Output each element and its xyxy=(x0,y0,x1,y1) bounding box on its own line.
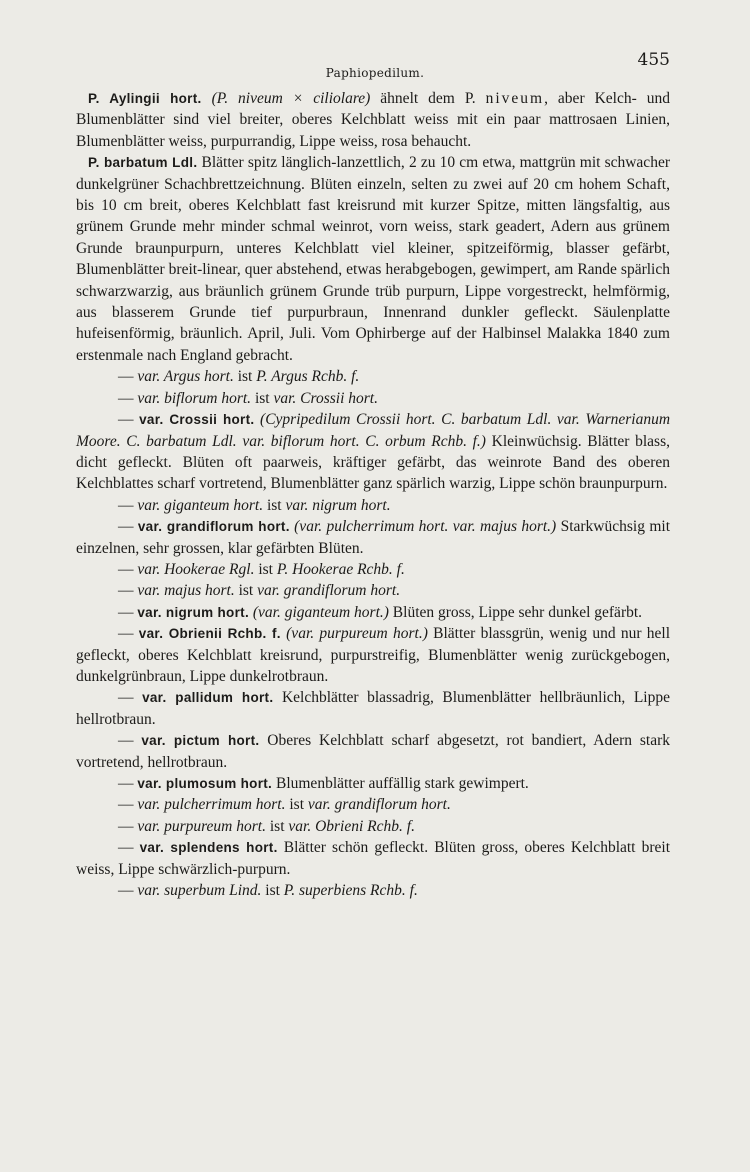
parenthetical: (var. pulcherrimum hort. var. majus hort.) xyxy=(289,518,557,536)
synonym: var. Crossii hort. xyxy=(273,389,378,407)
variety-name: var. pulcherrimum hort. xyxy=(137,796,286,814)
entry-var-pictum xyxy=(76,730,670,773)
entry-var-pallidum xyxy=(76,687,670,730)
synonym: var. grandiflorum hort. xyxy=(257,582,401,600)
dash: — xyxy=(118,839,140,857)
variety-name: var. Crossii hort. xyxy=(139,412,255,428)
entry-var-plumosum xyxy=(76,773,670,794)
entry-var-superbum xyxy=(76,880,670,901)
variety-name: var. Argus hort. xyxy=(137,368,234,386)
dash: — xyxy=(118,582,138,600)
entry-text: Kleinwüchsig. Blätter blass, dicht gefleckt. Blüten oft paarweis, kräftiger gefärbt, das weinrote Band des oberen Kelchblattes scharf vortretend, Blumenblätter ganz spärlich warzig, Lippe schön braunpurpurn. xyxy=(76,432,670,493)
spaced-word: niveum xyxy=(485,90,545,107)
entry-text: Starkwüchsig mit einzelnen, sehr grossen, klar gefärbten Blüten. xyxy=(76,518,670,557)
variety-name: var. majus hort. xyxy=(137,582,235,600)
entry-var-obrienii xyxy=(76,623,670,687)
parenthetical: (Cypripedilum Crossii hort. C. barbatum Ldl. var. Warnerianum Moore. C. barbatum Ldl. var. biflorum hort. C. orbum Rchb. f.) xyxy=(76,411,671,450)
connector: ist xyxy=(233,368,257,386)
variety-name: var. giganteum hort. xyxy=(137,496,264,514)
connector: ist xyxy=(265,817,289,835)
dash: — xyxy=(118,496,138,514)
dash: — xyxy=(118,817,138,835)
dash: — xyxy=(118,518,138,536)
entry-var-nigrum xyxy=(76,602,670,623)
entry-text: Blätter blassgrün, wenig und nur hell gefleckt, oberes Kelchblatt kreisrund, purpurstreifig, Blumenblätter wenig zurückgebogen, dunkelgrünbraun, Lippe dunkelrotbraun. xyxy=(76,625,671,685)
entry-var-biflorum xyxy=(76,388,670,409)
connector: ist xyxy=(251,389,274,407)
synonym: var. grandiflorum hort. xyxy=(307,796,451,814)
entry-var-hookerae xyxy=(76,559,670,580)
dash: — xyxy=(118,775,138,792)
species-name: P. barbatum Ldl. xyxy=(88,155,198,171)
variety-name: var. purpureum hort. xyxy=(137,817,266,835)
parenthetical: (var. giganteum hort.) xyxy=(249,603,389,621)
entry-var-pulcherrimum xyxy=(76,794,670,815)
entry-var-majus xyxy=(76,580,670,601)
variety-name: var. pictum hort. xyxy=(141,733,260,749)
connector: ist xyxy=(234,582,258,600)
dash: — xyxy=(118,389,138,407)
variety-name: var. Obrienii Rchb. f. xyxy=(138,626,281,642)
body-text xyxy=(76,88,670,901)
entry-text: Blumenblätter auffällig stark gewimpert. xyxy=(272,775,529,792)
variety-name: var. plumosum hort. xyxy=(137,776,273,791)
entry-aylingii xyxy=(76,88,670,152)
entry-barbatum xyxy=(76,152,670,366)
dash: — xyxy=(118,603,138,621)
dash: — xyxy=(118,732,142,750)
variety-name: var. biflorum hort. xyxy=(137,389,252,407)
dash: — xyxy=(118,882,138,900)
entry-text: Blätter spitz länglich-lanzettlich, 2 zu 10 cm etwa, mattgrün mit schwacher dunkelgrüner Schachbrettzeichnung. Blüten einzeln, selten zu zwei auf 20 cm hohem Schaft, bis 10 cm breit, oberes Kelchblatt fast kreisrund mit kurzer Spitze, mitten längsfaltig, aus grünem Grunde mehr minder schmal weinrot, vorn weiss, stark geadert, Adern aus grünem Grunde braunpurpurn, unteres Kelchblatt viel kleiner, spitzeiförmig, blasser gefärbt, Blumenblätter breit-linear, quer abstehend, etwas herabgebogen, gewimpert, am Rande spärlich schwarzwarzig, aus bräunlich grünem Grunde trüb purpurn, Lippe vorgestreckt, helmförmig, aus blasserem Grunde tief purpurbraun, Innenrand dunkler gefleckt. Säulenplatte hufeisenförmig, bräunlich. April, Juli. Vom Ophirberge auf der Halbinsel Malakka 1840 zum erstenmale nach England gebracht. xyxy=(76,154,670,364)
synonym: var. Obrieni Rchb. f. xyxy=(288,817,415,835)
dash: — xyxy=(118,625,139,643)
dash: — xyxy=(118,368,138,386)
entry-text: Blätter schön gefleckt. Blüten gross, oberes Kelchblatt breit weiss, Lippe schwärzlich-purpurn. xyxy=(76,839,671,878)
synonym: P. superbiens Rchb. f. xyxy=(283,882,418,900)
connector: ist xyxy=(261,882,284,900)
synonym: P. Hookerae Rchb. f. xyxy=(276,560,405,578)
species-name: P. Aylingii hort. xyxy=(88,91,202,106)
entry-text: Blüten gross, Lippe sehr dunkel gefärbt. xyxy=(388,603,643,621)
variety-name: var. Hookerae Rgl. xyxy=(137,560,255,578)
variety-name: var. grandiflorum hort. xyxy=(137,519,290,535)
entry-var-splendens xyxy=(76,837,670,880)
connector: ist xyxy=(263,496,286,514)
entry-text: Kelchblätter blassadrig, Blumenblätter hellbräunlich, Lippe hellrotbraun. xyxy=(76,689,670,728)
entry-var-grandiflorum xyxy=(76,516,670,559)
synonym: var. nigrum hort. xyxy=(285,496,391,514)
entry-var-crossii xyxy=(76,409,670,495)
variety-name: var. nigrum hort. xyxy=(137,604,249,620)
connector: ist xyxy=(254,560,277,578)
entry-text: Oberes Kelchblatt scharf abgesetzt, rot bandiert, Adern stark vortretend, hellrotbraun. xyxy=(76,732,670,771)
variety-name: var. superbum Lind. xyxy=(137,882,262,900)
entry-var-giganteum xyxy=(76,495,670,516)
variety-name: var. splendens hort. xyxy=(139,840,278,856)
parenthetical: (var. purpureum hort.) xyxy=(280,625,428,643)
parenthetical: (P. niveum × ciliolare) xyxy=(211,90,371,107)
dash: — xyxy=(118,689,143,707)
entry-text: ähnelt dem P. xyxy=(370,90,486,107)
variety-name: var. pallidum hort. xyxy=(142,690,274,706)
entry-var-argus xyxy=(76,366,670,387)
dash: — xyxy=(118,411,140,429)
page-number: 455 xyxy=(637,50,670,70)
dash: — xyxy=(118,796,138,814)
dash: — xyxy=(118,560,138,578)
connector: ist xyxy=(285,796,308,814)
running-title: Paphiopedilum. xyxy=(325,66,425,80)
entry-var-purpureum xyxy=(76,816,670,837)
synonym: P. Argus Rchb. f. xyxy=(256,368,360,386)
entry-text: , aber Kelch- und Blumenblätter sind viel breiter, oberes Kelchblatt weiss mit ein paar mattrosaen Linien, Blumenblätter weiss, purpurrandig, Lippe weiss, rosa behaucht. xyxy=(76,90,670,150)
